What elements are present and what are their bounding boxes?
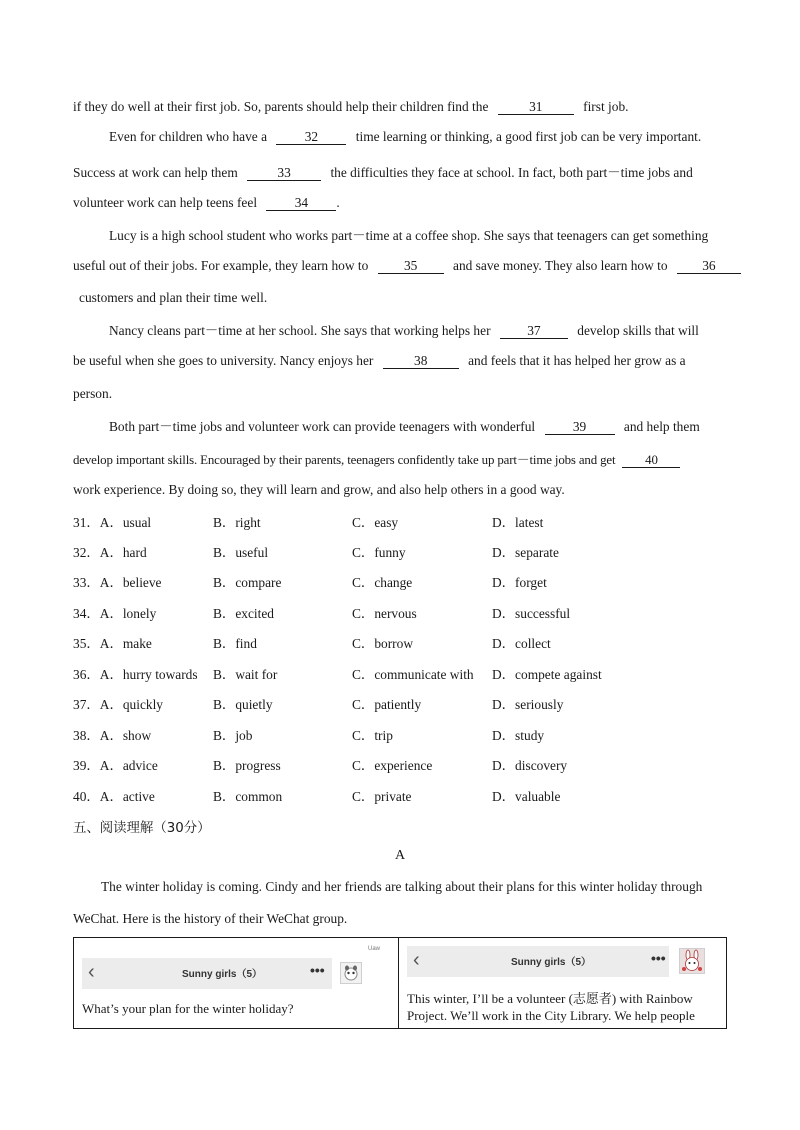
option-c: C．easy <box>352 515 399 530</box>
passage-text: Both part－time jobs and volunteer work can provide teenagers with wonderful <box>109 419 536 434</box>
passage-line-3 <box>73 162 693 181</box>
passage-text: volunteer work can help teens feel <box>73 195 258 210</box>
question-number: 35． <box>73 636 100 651</box>
question-40 <box>73 786 155 805</box>
option-c: C．change <box>352 575 413 590</box>
passage-line-6 <box>73 258 741 274</box>
option-c: C．experience <box>352 758 433 773</box>
option-c: C．patiently <box>352 697 422 712</box>
question-number: 36． <box>73 667 100 682</box>
option-d: D．compete against <box>492 667 602 682</box>
question-number: 38． <box>73 728 100 743</box>
option-b: B．wait for <box>213 667 278 682</box>
question-35 <box>73 633 152 652</box>
question-32 <box>73 542 147 561</box>
passage-text: person. <box>73 386 113 401</box>
question-number: 31． <box>73 515 100 530</box>
option-b: B．useful <box>213 545 269 560</box>
passage-line-13 <box>73 482 565 498</box>
passage-text: time learning or thinking, a good first job can be very important. <box>355 129 702 144</box>
option-b: B．progress <box>213 758 281 773</box>
option-a: A．lonely <box>99 606 157 621</box>
chat-header-bar <box>407 946 669 977</box>
passage-text: customers and plan their time well. <box>79 290 268 305</box>
passage-text: be useful when she goes to university. Nancy enjoys her <box>73 353 374 368</box>
passage-text: Lucy is a high school student who works part－time at a coffee shop. She says that teenagers can get something <box>109 228 709 243</box>
passage-text: and feels that it has helped her grow as a <box>468 353 686 368</box>
passage-text: develop important skills. Encouraged by their parents, teenagers confidently take up part－time jobs and get <box>73 453 616 467</box>
blank-37: 37 <box>500 324 568 339</box>
blank-32: 32 <box>276 130 346 145</box>
passage-line-7 <box>79 290 267 306</box>
chat-cell-right <box>399 938 726 1028</box>
question-number: 39． <box>73 758 100 773</box>
option-c: C．trip <box>352 728 393 743</box>
option-b: B．common <box>213 789 283 804</box>
option-b: B．quietly <box>213 697 273 712</box>
option-d: D．seriously <box>492 697 564 712</box>
chat-header-bar <box>82 958 332 989</box>
option-b: B．right <box>213 515 261 530</box>
question-number: 34． <box>73 606 100 621</box>
avatar-icon <box>340 962 362 984</box>
option-b: B．compare <box>213 575 282 590</box>
passage-line-4 <box>73 195 340 211</box>
passage-text: first job. <box>583 99 629 114</box>
passage-line-11 <box>109 416 700 435</box>
question-number: 37． <box>73 697 100 712</box>
question-38 <box>73 725 151 744</box>
passage-text: develop skills that will <box>577 323 699 338</box>
passage-line-12 <box>73 449 680 468</box>
intro-line-2: WeChat. Here is the history of their WeChat group. <box>73 911 348 926</box>
group-title: Sunny girls（5） <box>511 957 592 968</box>
passage-text: work experience. By doing so, they will learn and grow, and also help others in a good way. <box>73 482 565 497</box>
question-33 <box>73 572 162 591</box>
blank-36: 36 <box>677 259 741 274</box>
option-d: D．collect <box>492 636 551 651</box>
question-31 <box>73 512 151 531</box>
option-c: C．borrow <box>352 636 413 651</box>
passage-text: the difficulties they face at school. In fact, both part－time jobs and <box>330 165 693 180</box>
option-d: D．discovery <box>492 758 568 773</box>
avatar-icon <box>679 948 705 974</box>
passage-text: Even for children who have a <box>109 129 268 144</box>
option-a: A．hurry towards <box>99 667 198 682</box>
option-c: C．communicate with <box>352 667 474 682</box>
option-d: D．latest <box>492 515 544 530</box>
back-chevron-icon: ‹ <box>88 961 95 983</box>
passage-text: useful out of their jobs. For example, they learn how to <box>73 258 369 273</box>
question-34 <box>73 603 156 622</box>
option-d: D．separate <box>492 545 559 560</box>
blank-39: 39 <box>545 420 615 435</box>
option-a: A．advice <box>99 758 158 773</box>
question-number: 33． <box>73 575 100 590</box>
blank-34: 34 <box>266 196 336 211</box>
blank-31: 31 <box>498 100 574 115</box>
passage-line-10 <box>73 386 112 402</box>
option-a: A．quickly <box>99 697 164 712</box>
more-dots-icon: ••• <box>651 950 666 966</box>
option-d: D．forget <box>492 575 547 590</box>
option-b: B．excited <box>213 606 274 621</box>
option-c: C．nervous <box>352 606 417 621</box>
option-d: D．study <box>492 728 545 743</box>
section-heading: 五、阅读理解（30分） <box>73 821 211 836</box>
passage-text: . <box>336 195 340 210</box>
blank-35: 35 <box>378 259 444 274</box>
option-b: B．find <box>213 636 257 651</box>
passage-text: and help them <box>623 419 700 434</box>
option-a: A．believe <box>99 575 162 590</box>
question-36 <box>73 664 198 683</box>
back-chevron-icon: ‹ <box>413 949 420 971</box>
chat-cell-left <box>74 938 399 1028</box>
more-dots-icon: ••• <box>310 962 325 978</box>
passage-line-9 <box>73 353 686 369</box>
option-b: B．job <box>213 728 253 743</box>
part-title: A <box>394 848 406 863</box>
blank-38: 38 <box>383 354 459 369</box>
user-tag: Uaw <box>368 946 381 952</box>
passage-line-1 <box>73 99 629 115</box>
option-a: A．make <box>99 636 152 651</box>
passage-text: Nancy cleans part－time at her school. She says that working helps her <box>109 323 491 338</box>
passage-line-8 <box>109 320 699 339</box>
option-c: C．private <box>352 789 412 804</box>
chat-message: What’s your plan for the winter holiday? <box>82 1001 294 1016</box>
option-d: D．successful <box>492 606 571 621</box>
option-d: D．valuable <box>492 789 561 804</box>
question-37 <box>73 694 163 713</box>
option-a: A．hard <box>99 545 147 560</box>
group-title: Sunny girls（5） <box>182 969 263 980</box>
passage-text: Success at work can help them <box>73 165 238 180</box>
intro-line-1: The winter holiday is coming. Cindy and her friends are talking about their plans for this winter holiday through <box>101 879 703 894</box>
passage-line-2 <box>109 129 701 145</box>
blank-33: 33 <box>247 166 321 181</box>
option-a: A．usual <box>99 515 152 530</box>
passage-text: if they do well at their first job. So, parents should help their children find the <box>73 99 489 114</box>
question-39 <box>73 755 158 774</box>
wechat-history-table <box>73 937 727 1029</box>
question-number: 32． <box>73 545 100 560</box>
passage-text: and save money. They also learn how to <box>453 258 668 273</box>
option-a: A．active <box>99 789 155 804</box>
question-number: 40． <box>73 789 100 804</box>
option-a: A．show <box>99 728 152 743</box>
chat-message-line-1: This winter, I’ll be a volunteer (志愿者) with Rainbow <box>407 991 693 1006</box>
option-c: C．funny <box>352 545 406 560</box>
chat-message-line-2: Project. We’ll work in the City Library. We help people <box>407 1008 695 1023</box>
blank-40: 40 <box>622 453 680 468</box>
passage-line-5 <box>109 225 708 244</box>
